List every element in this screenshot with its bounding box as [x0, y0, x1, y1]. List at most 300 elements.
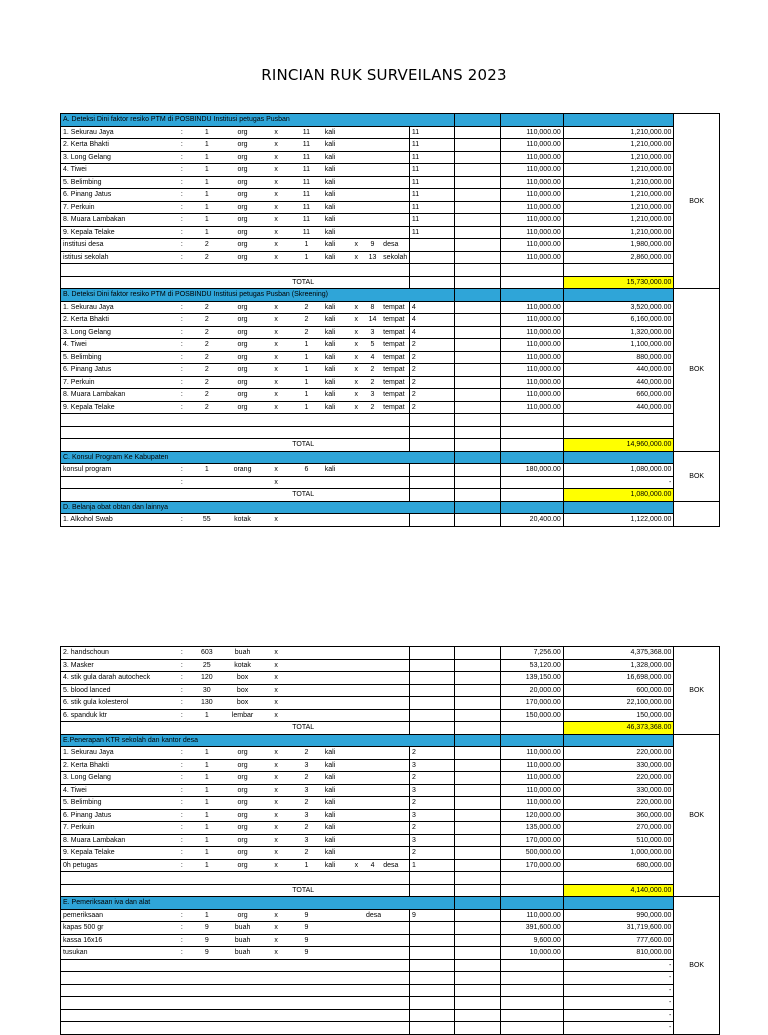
unit-2: kali	[323, 376, 349, 389]
multiply-sign: x	[349, 351, 364, 364]
multiply-sign: x	[262, 326, 290, 339]
quantity-3	[364, 834, 381, 847]
table-row	[61, 659, 720, 672]
item-name	[61, 972, 174, 985]
item-name: 8. Muara Lambakan	[61, 214, 174, 227]
unit-1: buah	[223, 647, 262, 660]
funding-source: BOK	[674, 897, 720, 1035]
funding-source: BOK	[674, 647, 720, 735]
unit-2: kali	[323, 809, 349, 822]
colon-separator: :	[173, 401, 190, 414]
volume: 3	[409, 784, 455, 797]
quantity-2	[290, 684, 323, 697]
multiply-sign: x	[262, 251, 290, 264]
quantity-1: 9	[191, 934, 224, 947]
budget-table-part-1	[60, 113, 720, 527]
unit-1: org	[223, 214, 262, 227]
item-name: 3. Long Gelang	[61, 772, 174, 785]
row-total: -	[563, 997, 674, 1010]
multiply-sign	[349, 1022, 364, 1035]
quantity-3: 4	[364, 351, 381, 364]
quantity-2: 11	[290, 164, 323, 177]
extra	[455, 164, 501, 177]
unit-1	[223, 972, 262, 985]
table-row	[61, 476, 720, 489]
item-name: 3. Long Gelang	[61, 151, 174, 164]
item-name: 4. Tiwei	[61, 784, 174, 797]
quantity-1	[191, 972, 224, 985]
unit-2: kali	[323, 772, 349, 785]
colon-separator: :	[173, 139, 190, 152]
quantity-2: 9	[290, 947, 323, 960]
unit-3	[381, 847, 409, 860]
extra	[455, 314, 501, 327]
section-header-row	[61, 289, 720, 302]
item-name: 4. Tiwei	[61, 339, 174, 352]
item-name: 1. Sekurau Jaya	[61, 126, 174, 139]
colon-separator: :	[173, 226, 190, 239]
quantity-1: 1	[191, 464, 224, 477]
unit-price: 20,000.00	[500, 684, 563, 697]
extra	[455, 126, 501, 139]
unit-2	[323, 697, 349, 710]
item-name	[61, 997, 174, 1010]
volume	[409, 464, 455, 477]
unit-1	[223, 959, 262, 972]
extra	[455, 351, 501, 364]
unit-2	[323, 647, 349, 660]
quantity-2: 3	[290, 759, 323, 772]
section-total: 1,080,000.00	[563, 489, 674, 502]
table-row	[61, 251, 720, 264]
unit-1: org	[223, 364, 262, 377]
unit-1: org	[223, 747, 262, 760]
section-header-row	[61, 897, 720, 910]
extra	[455, 747, 501, 760]
unit-3	[381, 426, 409, 439]
unit-2	[323, 872, 349, 885]
section-header-row	[61, 501, 720, 514]
unit-3	[381, 747, 409, 760]
spacer-cell	[61, 722, 291, 735]
multiply-sign	[349, 226, 364, 239]
unit-3	[381, 759, 409, 772]
unit-price: 7,256.00	[500, 647, 563, 660]
unit-1	[223, 984, 262, 997]
budget-table-part-2	[60, 646, 720, 1035]
unit-price: 170,000.00	[500, 834, 563, 847]
unit-1: org	[223, 176, 262, 189]
quantity-1: 1	[191, 189, 224, 202]
item-name: 2. Kerta Bhakti	[61, 759, 174, 772]
item-name: institusi desa	[61, 239, 174, 252]
multiply-sign	[349, 139, 364, 152]
row-total: 680,000.00	[563, 859, 674, 872]
quantity-3: 4	[364, 859, 381, 872]
multiply-sign	[349, 414, 364, 427]
multiply-sign	[349, 264, 364, 277]
multiply-sign: x	[262, 759, 290, 772]
extra	[455, 376, 501, 389]
colon-separator: :	[173, 201, 190, 214]
row-total: -	[563, 959, 674, 972]
row-total: 360,000.00	[563, 809, 674, 822]
row-total: -	[563, 1009, 674, 1022]
row-total: 330,000.00	[563, 759, 674, 772]
page-title: RINCIAN RUK SURVEILANS 2023	[261, 66, 507, 84]
unit-3	[381, 772, 409, 785]
quantity-3	[364, 414, 381, 427]
spacer-cell	[500, 439, 563, 452]
header-cell	[563, 451, 674, 464]
row-total: 16,698,000.00	[563, 672, 674, 685]
unit-3	[381, 201, 409, 214]
header-cell	[455, 114, 501, 127]
quantity-1	[191, 426, 224, 439]
quantity-2: 1	[290, 389, 323, 402]
spacer-cell	[409, 276, 455, 289]
multiply-sign	[349, 684, 364, 697]
extra	[455, 822, 501, 835]
extra	[455, 176, 501, 189]
unit-3	[381, 647, 409, 660]
row-total: 4,375,368.00	[563, 647, 674, 660]
quantity-1: 1	[191, 759, 224, 772]
multiply-sign: x	[262, 364, 290, 377]
table-row	[61, 822, 720, 835]
extra	[455, 797, 501, 810]
row-total: 880,000.00	[563, 351, 674, 364]
unit-1: org	[223, 772, 262, 785]
unit-price: 170,000.00	[500, 859, 563, 872]
multiply-sign	[262, 1009, 290, 1022]
row-total: 440,000.00	[563, 364, 674, 377]
table-row	[61, 126, 720, 139]
unit-2: kali	[323, 301, 349, 314]
colon-separator: :	[173, 376, 190, 389]
volume	[409, 264, 455, 277]
quantity-3	[364, 797, 381, 810]
unit-price: 110,000.00	[500, 747, 563, 760]
spacer-cell	[409, 489, 455, 502]
extra	[455, 151, 501, 164]
volume: 2	[409, 376, 455, 389]
volume	[409, 709, 455, 722]
colon-separator: :	[173, 847, 190, 860]
colon-separator: :	[173, 364, 190, 377]
extra	[455, 1009, 501, 1022]
volume: 2	[409, 389, 455, 402]
unit-2: kali	[323, 351, 349, 364]
multiply-sign: x	[262, 684, 290, 697]
multiply-sign: x	[262, 514, 290, 527]
table-row	[61, 426, 720, 439]
multiply-sign	[262, 1022, 290, 1035]
multiply-sign: x	[262, 922, 290, 935]
unit-2	[323, 414, 349, 427]
unit-1: org	[223, 351, 262, 364]
unit-price: 110,000.00	[500, 151, 563, 164]
multiply-sign	[349, 697, 364, 710]
quantity-2	[290, 1009, 323, 1022]
table-row	[61, 1022, 720, 1035]
extra	[455, 772, 501, 785]
quantity-3	[364, 684, 381, 697]
header-cell	[563, 114, 674, 127]
quantity-2: 11	[290, 226, 323, 239]
row-total: 660,000.00	[563, 389, 674, 402]
multiply-sign	[349, 659, 364, 672]
quantity-3	[364, 176, 381, 189]
spacer-cell	[500, 276, 563, 289]
quantity-2: 9	[290, 934, 323, 947]
unit-price: 53,120.00	[500, 659, 563, 672]
unit-2: kali	[323, 189, 349, 202]
row-total: 6,160,000.00	[563, 314, 674, 327]
unit-3: sekolah	[381, 251, 409, 264]
unit-3	[381, 784, 409, 797]
quantity-2	[290, 514, 323, 527]
extra	[455, 189, 501, 202]
unit-price: 135,000.00	[500, 822, 563, 835]
multiply-sign	[349, 151, 364, 164]
quantity-2	[290, 426, 323, 439]
volume: 2	[409, 772, 455, 785]
unit-price	[500, 414, 563, 427]
item-name: 7. Perkuin	[61, 822, 174, 835]
unit-3: desa	[381, 859, 409, 872]
multiply-sign	[262, 972, 290, 985]
header-cell	[563, 501, 674, 514]
item-name	[61, 1009, 174, 1022]
spacer-cell	[455, 276, 501, 289]
unit-2: kali	[323, 339, 349, 352]
unit-1: org	[223, 809, 262, 822]
unit-1: org	[223, 797, 262, 810]
quantity-1: 55	[191, 514, 224, 527]
unit-1	[223, 414, 262, 427]
spacer-cell	[364, 276, 410, 289]
table-row	[61, 364, 720, 377]
header-cell	[500, 734, 563, 747]
multiply-sign: x	[262, 797, 290, 810]
extra	[455, 984, 501, 997]
item-name: konsul program	[61, 464, 174, 477]
spacer-cell	[61, 884, 291, 897]
extra	[455, 997, 501, 1010]
budget-table	[60, 113, 720, 527]
unit-price: 500,000.00	[500, 847, 563, 860]
quantity-3	[364, 151, 381, 164]
quantity-3	[364, 959, 381, 972]
multiply-sign	[349, 834, 364, 847]
extra	[455, 809, 501, 822]
quantity-3	[364, 747, 381, 760]
quantity-1	[191, 959, 224, 972]
table-row	[61, 684, 720, 697]
header-cell	[455, 451, 501, 464]
unit-2: kali	[323, 859, 349, 872]
unit-1: buah	[223, 947, 262, 960]
extra	[455, 226, 501, 239]
row-total: 1,980,000.00	[563, 239, 674, 252]
quantity-2: 1	[290, 239, 323, 252]
unit-3	[381, 872, 409, 885]
item-name: 4. stik gula darah autocheck	[61, 672, 174, 685]
quantity-1: 1	[191, 139, 224, 152]
unit-1: lembar	[223, 709, 262, 722]
unit-2	[323, 684, 349, 697]
multiply-sign: x	[349, 376, 364, 389]
header-cell	[500, 897, 563, 910]
unit-1: org	[223, 847, 262, 860]
volume	[409, 251, 455, 264]
multiply-sign: x	[349, 401, 364, 414]
row-total: 1,210,000.00	[563, 126, 674, 139]
quantity-3	[364, 809, 381, 822]
multiply-sign	[349, 784, 364, 797]
multiply-sign	[262, 264, 290, 277]
colon-separator: :	[173, 859, 190, 872]
unit-1: org	[223, 822, 262, 835]
quantity-2: 2	[290, 772, 323, 785]
item-name: 8. Muara Lambakan	[61, 389, 174, 402]
table-row	[61, 151, 720, 164]
row-total: 220,000.00	[563, 747, 674, 760]
colon-separator	[173, 872, 190, 885]
table-row	[61, 947, 720, 960]
unit-2	[323, 959, 349, 972]
colon-separator: :	[173, 464, 190, 477]
quantity-1: 2	[191, 364, 224, 377]
quantity-1: 1	[191, 797, 224, 810]
item-name: 5. Belimbing	[61, 797, 174, 810]
volume	[409, 414, 455, 427]
colon-separator: :	[173, 809, 190, 822]
unit-price: 110,000.00	[500, 759, 563, 772]
table-row	[61, 376, 720, 389]
unit-2	[323, 659, 349, 672]
multiply-sign	[349, 772, 364, 785]
unit-2	[323, 997, 349, 1010]
quantity-3	[364, 772, 381, 785]
colon-separator	[173, 426, 190, 439]
extra	[455, 426, 501, 439]
colon-separator: :	[173, 822, 190, 835]
unit-3: desa	[381, 239, 409, 252]
quantity-3: 2	[364, 376, 381, 389]
quantity-2: 1	[290, 251, 323, 264]
unit-2: kali	[323, 326, 349, 339]
spacer-cell	[61, 439, 291, 452]
item-name	[61, 414, 174, 427]
row-total: 1,320,000.00	[563, 326, 674, 339]
colon-separator: :	[173, 759, 190, 772]
table-row	[61, 834, 720, 847]
quantity-2	[290, 959, 323, 972]
table-row	[61, 514, 720, 527]
multiply-sign: x	[262, 697, 290, 710]
quantity-1: 2	[191, 389, 224, 402]
quantity-1: 2	[191, 326, 224, 339]
unit-price: 110,000.00	[500, 364, 563, 377]
multiply-sign: x	[262, 464, 290, 477]
quantity-3: 2	[364, 364, 381, 377]
volume: 3	[409, 809, 455, 822]
multiply-sign: x	[262, 672, 290, 685]
unit-2	[323, 922, 349, 935]
unit-2: kali	[323, 747, 349, 760]
row-total: 1,210,000.00	[563, 201, 674, 214]
multiply-sign	[262, 997, 290, 1010]
total-label: TOTAL	[290, 722, 364, 735]
multiply-sign	[262, 414, 290, 427]
colon-separator: :	[173, 189, 190, 202]
table-row	[61, 414, 720, 427]
unit-1: box	[223, 672, 262, 685]
unit-3	[381, 684, 409, 697]
quantity-3	[364, 514, 381, 527]
quantity-3	[364, 947, 381, 960]
colon-separator	[173, 414, 190, 427]
unit-price: 391,600.00	[500, 922, 563, 935]
multiply-sign: x	[262, 847, 290, 860]
funding-source: BOK	[674, 289, 720, 452]
section-total: 15,730,000.00	[563, 276, 674, 289]
item-name	[61, 476, 174, 489]
spacer-cell	[61, 489, 291, 502]
unit-2: kali	[323, 251, 349, 264]
colon-separator: :	[173, 389, 190, 402]
multiply-sign: x	[262, 139, 290, 152]
unit-2	[323, 909, 349, 922]
unit-3	[381, 997, 409, 1010]
colon-separator: :	[173, 164, 190, 177]
quantity-2	[290, 997, 323, 1010]
quantity-2: 11	[290, 176, 323, 189]
unit-price	[500, 1022, 563, 1035]
unit-1: org	[223, 189, 262, 202]
quantity-3	[364, 922, 381, 935]
unit-3: tempat	[381, 301, 409, 314]
multiply-sign: x	[262, 226, 290, 239]
unit-price	[500, 972, 563, 985]
unit-3: tempat	[381, 339, 409, 352]
multiply-sign	[349, 464, 364, 477]
volume	[409, 239, 455, 252]
multiply-sign: x	[262, 401, 290, 414]
extra	[455, 301, 501, 314]
volume: 11	[409, 126, 455, 139]
header-cell	[500, 451, 563, 464]
quantity-3	[364, 476, 381, 489]
unit-1: org	[223, 326, 262, 339]
volume	[409, 959, 455, 972]
item-name: 0h petugas	[61, 859, 174, 872]
volume: 11	[409, 164, 455, 177]
multiply-sign: x	[262, 947, 290, 960]
colon-separator	[173, 972, 190, 985]
unit-3	[381, 476, 409, 489]
unit-price: 110,000.00	[500, 401, 563, 414]
extra	[455, 659, 501, 672]
volume	[409, 984, 455, 997]
item-name: 6. Pinang Jatus	[61, 189, 174, 202]
row-total: -	[563, 1022, 674, 1035]
multiply-sign	[349, 809, 364, 822]
section-heading: B. Deteksi Dini faktor resiko PTM di POSBINDU Institusi petugas Pusban (Skreening)	[61, 289, 455, 302]
volume: 2	[409, 847, 455, 860]
